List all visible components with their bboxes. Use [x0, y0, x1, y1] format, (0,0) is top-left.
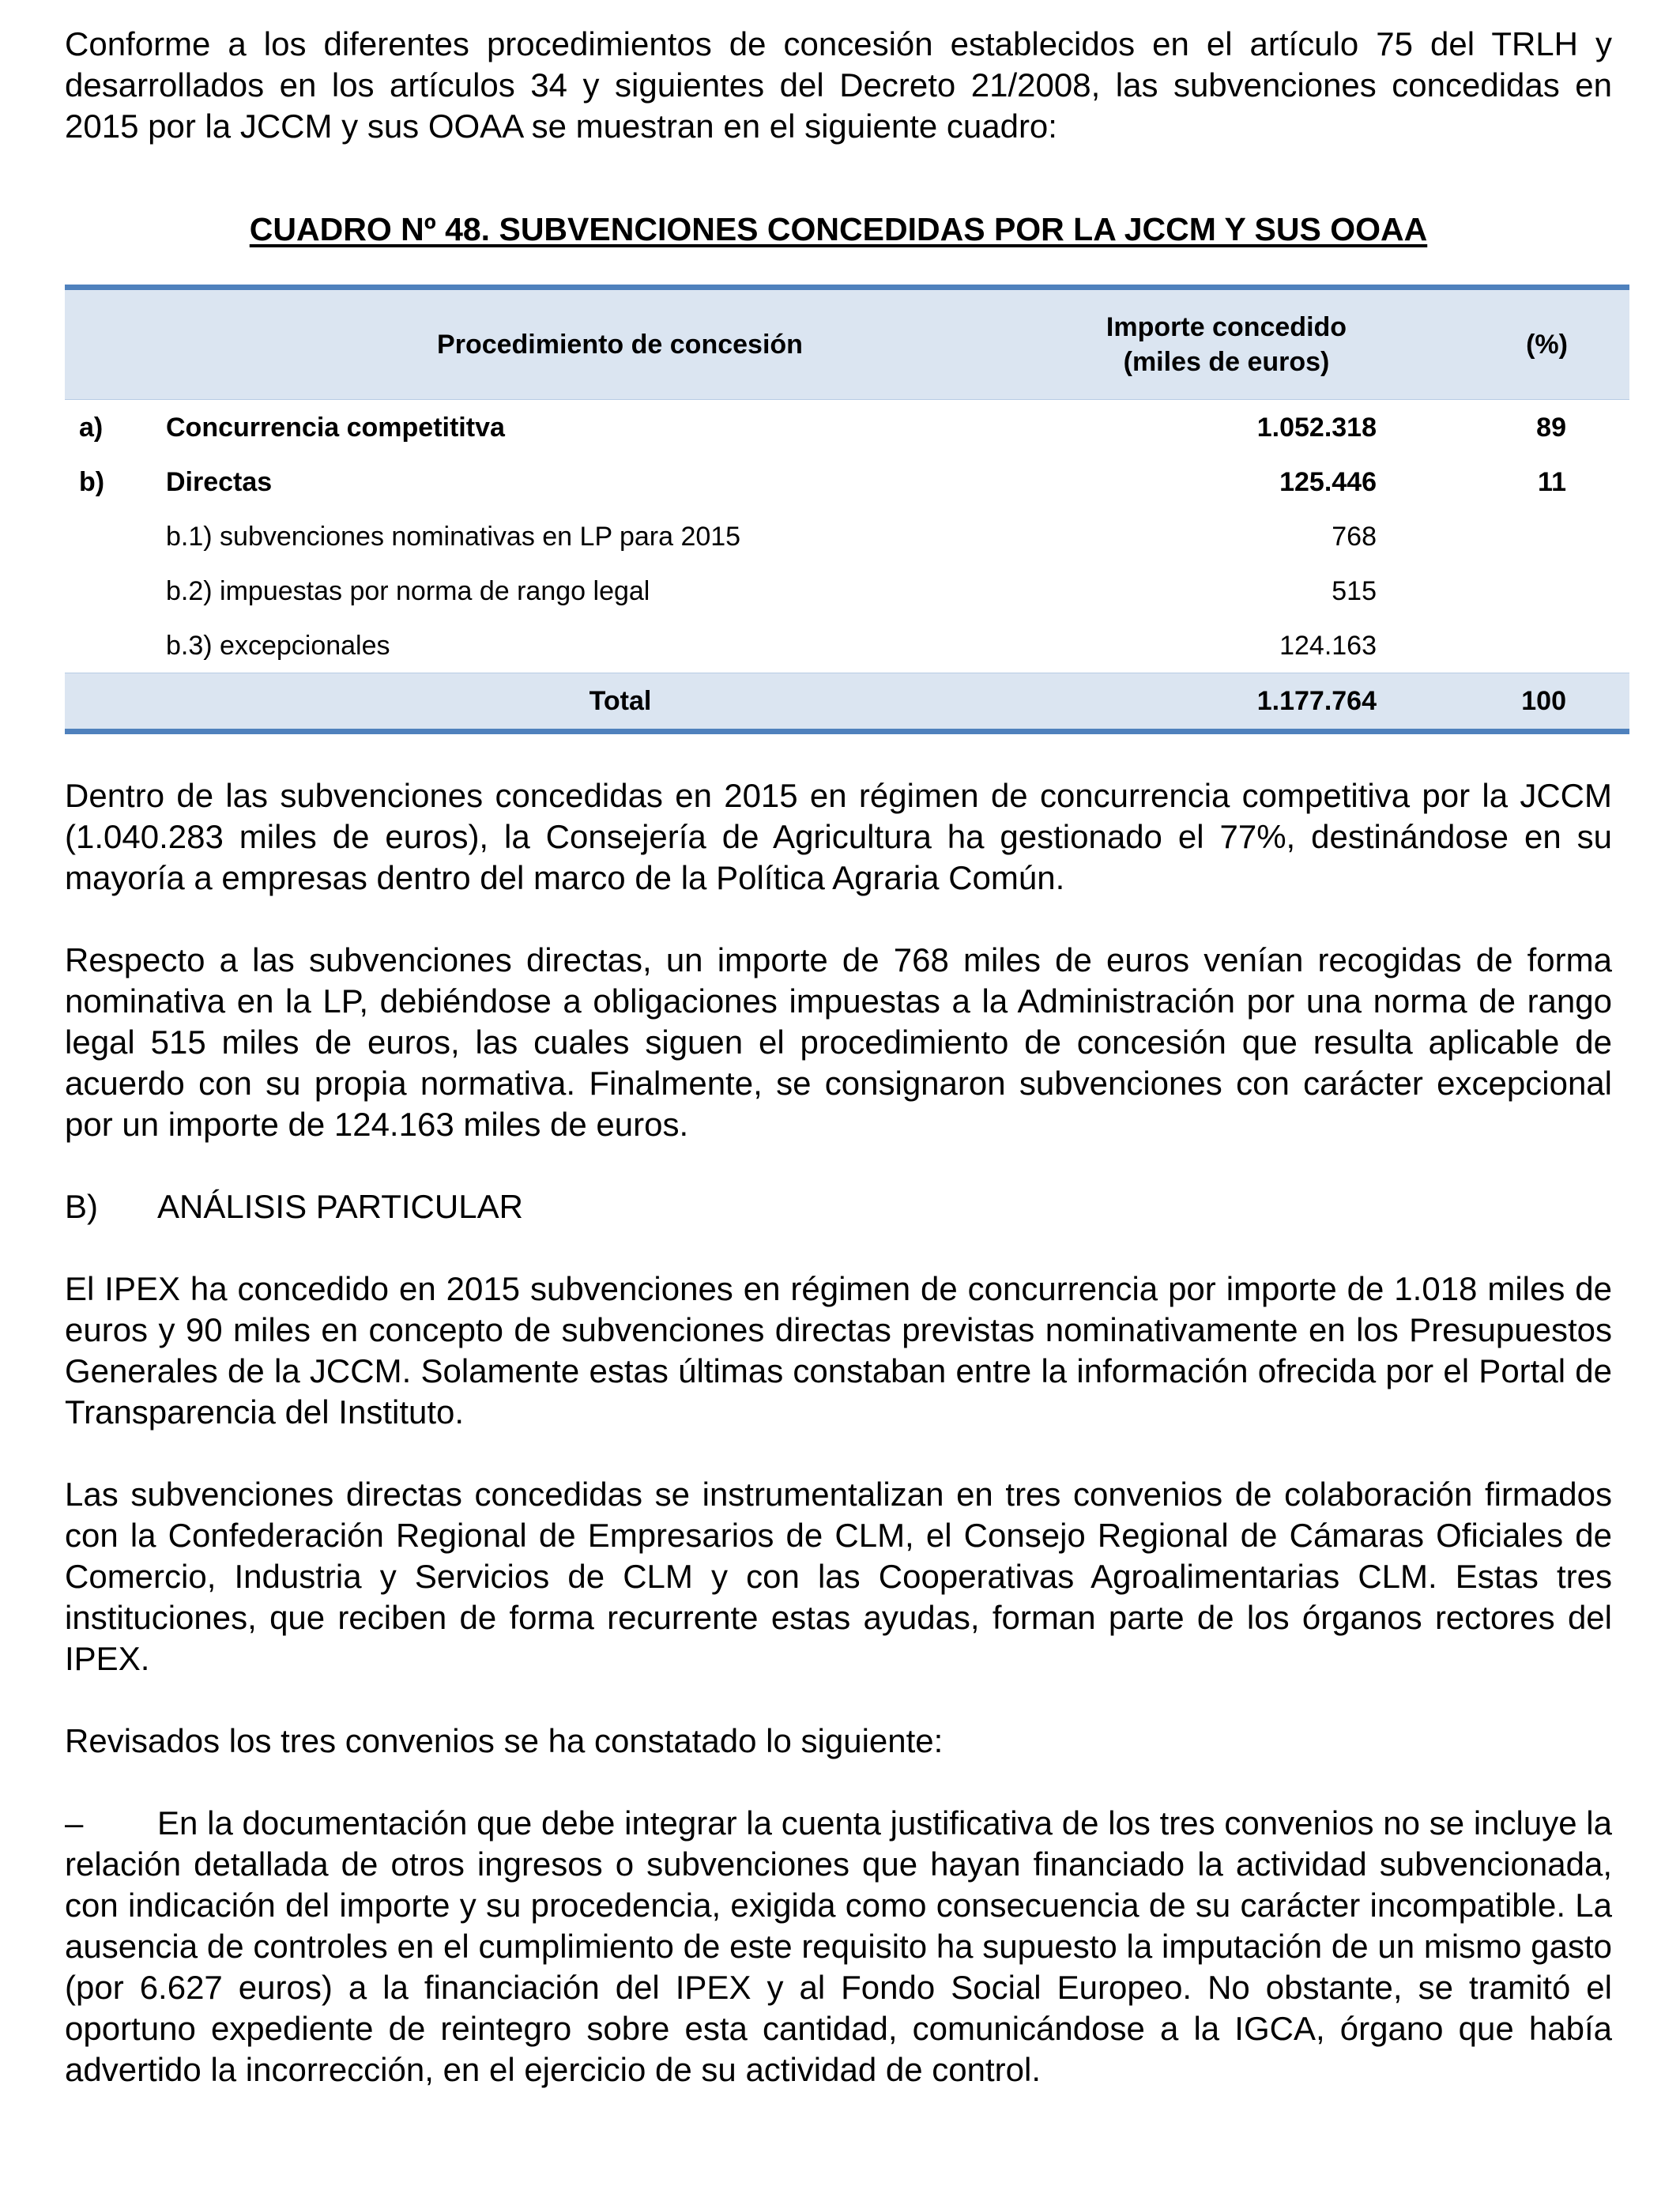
header-amount-line2: (miles de euros) — [1123, 347, 1330, 377]
header-amount-line1: Importe concedido — [1106, 312, 1347, 342]
row-percent: 11 — [1538, 466, 1566, 497]
header-percent: (%) — [1526, 330, 1568, 360]
table-row — [65, 618, 1629, 673]
subsidies-table — [65, 285, 1629, 734]
table-row — [65, 564, 1629, 618]
total-percent: 100 — [1521, 686, 1566, 716]
document-page — [65, 24, 1612, 2090]
row-amount: 1.052.318 — [1256, 412, 1377, 443]
row-percent — [1392, 618, 1629, 673]
section-heading — [65, 1186, 1612, 1227]
total-empty-cell — [65, 673, 165, 732]
table-row — [65, 400, 1629, 455]
list-item — [65, 1803, 1612, 2090]
row-percent — [1392, 564, 1629, 618]
row-amount: 768 — [1332, 521, 1377, 552]
row-letter: b) — [79, 466, 105, 497]
table-title: CUADRO Nº 48. SUBVENCIONES CONCEDIDAS POR LA JCCM Y SUS OOAA — [249, 211, 1428, 247]
paragraph-convenios: Las subvenciones directas concedidas se instrumentalizan en tres convenios de colaboración firmados con la Confederación Regional de Empresarios de CLM, el Consejo Regional de Cámaras Oficiales de Comercio, Industria y Servicios de CLM y con las Cooperativas Agroalimentarias CLM. Estas tres instituciones, que reciben de forma recurrente estas ayudas, forman parte de los órganos rectores del IPEX. — [65, 1476, 1612, 1677]
total-amount: 1.177.764 — [1256, 686, 1377, 716]
paragraph-concurrencia: Dentro de las subvenciones concedidas en 2015 en régimen de concurrencia competitiva por la JCCM (1.040.283 miles de euros), la Consejería de Agricultura ha gestionado el 77%, destinándose en su mayoría a empresas dentro del marco de la Política Agraria Común. — [65, 777, 1612, 896]
row-percent: 89 — [1536, 412, 1566, 443]
row-letter — [65, 618, 165, 673]
section-letter: B) — [65, 1188, 98, 1225]
table-header-row — [65, 288, 1629, 400]
list-item-text: En la documentación que debe integrar la cuenta justificativa de los tres convenios no se incluye la relación detallada de otros ingresos o subvenciones que hayan financiado la actividad subvencionada, con indicación del importe y su procedencia, exigida como consecuencia de su carácter incompatible. La ausencia de controles en el cumplimiento de este requisito ha supuesto la imputación de un mismo gasto (por 6.627 euros) a la financiación del IPEX y al Fondo Social Europeo. No obstante, se tramitó el oportuno expediente de reintegro sobre esta cantidad, comunicándose a la IGCA, órgano que había advertido la incorrección, en el ejercicio de su actividad de control. — [65, 1804, 1612, 2088]
paragraph-directas: Respecto a las subvenciones directas, un importe de 768 miles de euros venían recogidas de forma nominativa en la LP, debiéndose a obligaciones impuestas a la Administración por una norma de rango legal 515 miles de euros, las cuales siguen el procedimiento de concesión que resulta aplicable de acuerdo con su propia normativa. Finalmente, se consignaron subvenciones con carácter excepcional por un importe de 124.163 miles de euros. — [65, 941, 1612, 1143]
row-percent — [1392, 509, 1629, 564]
header-procedure: Procedimiento de concesión — [437, 330, 803, 360]
table-row — [65, 454, 1629, 509]
header-amount — [1075, 288, 1392, 400]
intro-paragraph: Conforme a los diferentes procedimientos de concesión establecidos en el artículo 75 del TRLH y desarrollados en los artículos 34 y siguientes del Decreto 21/2008, las subvenciones concedidas en 2015 por la JCCM y sus OOAA se muestran en el siguiente cuadro: — [65, 25, 1612, 145]
table-row — [65, 509, 1629, 564]
paragraph-revisados: Revisados los tres convenios se ha constatado lo siguiente: — [65, 1722, 944, 1759]
header-empty-cell — [65, 288, 165, 400]
row-letter: a) — [79, 412, 104, 443]
row-amount: 125.446 — [1279, 466, 1377, 497]
row-label: Directas — [166, 466, 273, 497]
row-label: b.2) impuestas por norma de rango legal — [166, 575, 650, 606]
row-label: b.3) excepcionales — [166, 630, 390, 661]
table-total-row — [65, 673, 1629, 732]
dash-bullet: – — [65, 1804, 84, 1842]
total-label: Total — [589, 686, 652, 716]
row-label: b.1) subvenciones nominativas en LP para 2015 — [166, 521, 741, 552]
row-letter — [65, 564, 165, 618]
row-letter — [65, 509, 165, 564]
paragraph-ipex: El IPEX ha concedido en 2015 subvenciones en régimen de concurrencia por importe de 1.018 miles de euros y 90 miles en concepto de subvenciones directas previstas nominativamente en los Presupuestos Generales de la JCCM. Solamente estas últimas constaban entre la información ofrecida por el Portal de Transparencia del Instituto. — [65, 1270, 1612, 1431]
row-amount: 515 — [1332, 575, 1377, 606]
section-title: ANÁLISIS PARTICULAR — [157, 1188, 523, 1225]
row-amount: 124.163 — [1279, 630, 1377, 661]
row-label: Concurrencia competititva — [166, 412, 505, 443]
